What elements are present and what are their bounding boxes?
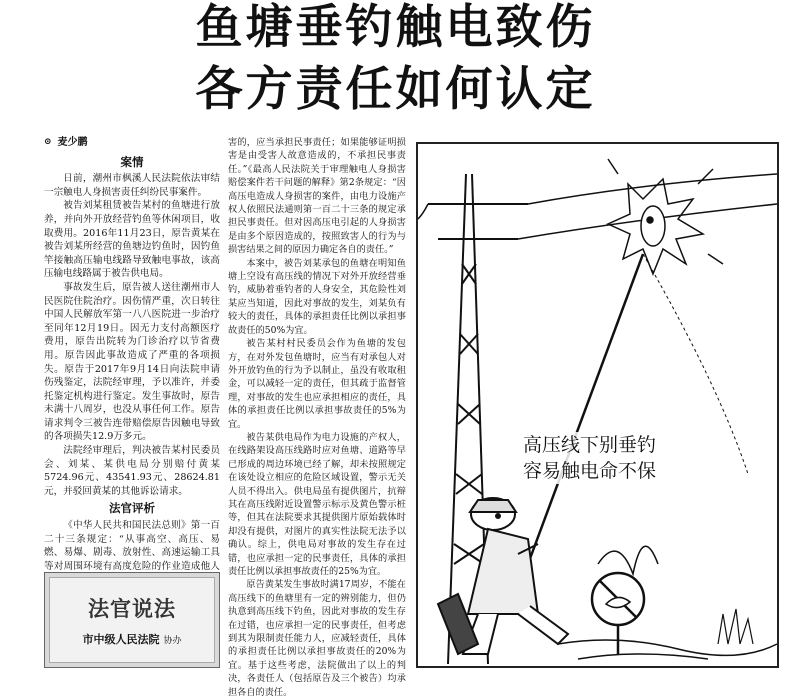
grass [718, 609, 753, 644]
cartoon-drawing [418, 144, 777, 666]
article-column-2 [228, 136, 406, 699]
headline-line-1: 鱼塘垂钓触电致伤 [195, 0, 596, 55]
comment-paragraph: 害的，应当承担民事责任；如果能够证明损害是由受害人故意造成的，不承担民事责任。”《最高人民法院关于审理触电人身损害赔偿案件若干问题的解释》第2条规定：“因高压电造成人身损害的案件，由电力设施产权人依照民法通则第一百二十三条的规定承担民事责任。但对因高压电引起的人身损害是由多个原因造成的，按照致害人的行为与损害结果之间的原因力确定各自的责任。” [228, 137, 406, 256]
case-paragraph: 日前，潮州市枫溪人民法院依法审结一宗触电人身损害责任纠纷民事案件。 [44, 173, 220, 198]
fisherman [463, 498, 568, 654]
column-box [44, 572, 220, 668]
headline-line-2: 各方责任如何认定 [195, 62, 596, 117]
column-org-name: 市中级人民法院 [82, 633, 160, 646]
case-paragraph: 事故发生后，原告被人送往潮州市人民医院住院治疗。因伤情严重，次日转往中国人民解放军第一八八医院进一步治疗至同年12月19日。因无力支付高额医疗费用，原告出院转为门诊治疗以节省费用。原告因此事故造成了严重的各项损失。原告于2017年9月14日向法院申请伤残鉴定，法院经审理，予以准许，并委托鉴定机构进行鉴定。发生事故时，原告未满十八周岁，也没从事任何工作。原告请求判令三被告连带赔偿原告因触电导致的各项损失12.9万多元。 [44, 281, 220, 443]
byline [44, 136, 220, 150]
comment-paragraph: 《中华人民共和国民法总则》第一百二十三条规定：“从事高空、高压、易燃、易爆、剧毒、放射性、高速运输工具等对周围环境有高度危险的作业造成他人 [44, 520, 220, 572]
case-heading: 案情 [120, 154, 144, 169]
cartoon-caption [520, 432, 659, 484]
fishing-rod [528, 254, 748, 564]
article-column-1 [44, 136, 220, 587]
caption-line-2: 容易触电命不保 [523, 460, 657, 482]
case-paragraph: 法院经审理后，判决被告某村民委员会、刘某、某供电局分别赔付黄某5724.96元、43541.93元、28624.81元，并驳回黄某的其他诉讼请求。 [44, 445, 220, 497]
comment-paragraph: 原告黄某发生事故时满17周岁，不能在高压线下的鱼塘里有一定的辨别能力，但仍执意到高压线下钓鱼，因此对事故的发生存在过错，也应承担一定的民事责任，但考虑到其为限制责任能力人，应减轻责任，具体的承担责任比例以承担事故责任的20%为宜。基于这些考虑，法院做出了以上的判决，各责任人（包括原告及三个被告）均承担各自的责任。 [228, 579, 406, 698]
comment-paragraph: 被告某村村民委员会作为鱼塘的发包方，在对外发包鱼塘时，应当有对承包人对外开放钓鱼的行为予以制止，虽没有收取租金，可以减轻一定的责任，但其疏于监督管理，对事故的发生也应承担相应的责任，具体的承担责任比例以承担事故责任的5%为宜。 [228, 338, 406, 430]
column-box-inner [49, 577, 215, 663]
column-org [82, 631, 181, 647]
column-org-assist: 协办 [163, 636, 182, 646]
byline-author: 麦少鹏 [57, 137, 88, 148]
comment-paragraph: 本案中，被告刘某承包的鱼塘在明知鱼塘上空设有高压线的情况下对外开放经营垂钓，威胁着垂钓者的人身安全，其危险性刘某应当知道，因此对事故的发生，刘某负有较大的责任，具体的承担责任比例以承担事故责任的50%为宜。 [228, 257, 406, 336]
byline-mark: ⊙ [44, 137, 52, 147]
comment-heading: 法官评析 [109, 501, 155, 516]
cartoon-illustration [416, 142, 779, 668]
caption-line-1: 高压线下别垂钓 [523, 434, 657, 456]
electrocuted-figure [641, 206, 665, 246]
column-name: 法官说法 [88, 597, 176, 621]
comment-paragraph: 被告某供电局作为电力设施的产权人，在线路架设高压线路时应对鱼塘、道路等早已形成的周边环境已经了解，却未按照规定在该处设立相应的危险区域设置，警示无关人员不得出入。供电局虽有提供图片，抗辩其在高压线附近设置警示标示及黄色警示桩等，但其在法院要求其提供图片原始载体时却没有提供，对图片的真实性法院无法予以确认。综上，供电局对事故的发生存在过错，也应承担一定的民事责任，具体的承担责任比例以承担事故责任的25%为宜。 [228, 431, 406, 577]
case-paragraph: 被告刘某租赁被告某村的鱼塘进行放养，并向外开放经营钓鱼等休闲项目，收取费用。2016年11月23日，原告黄某在被告刘某所经营的鱼塘边钓鱼时，因钓鱼竿接触高压输电线路导致触电事故，该高压输电线路属于被告供电局。 [44, 200, 220, 280]
pond-water [558, 546, 777, 659]
